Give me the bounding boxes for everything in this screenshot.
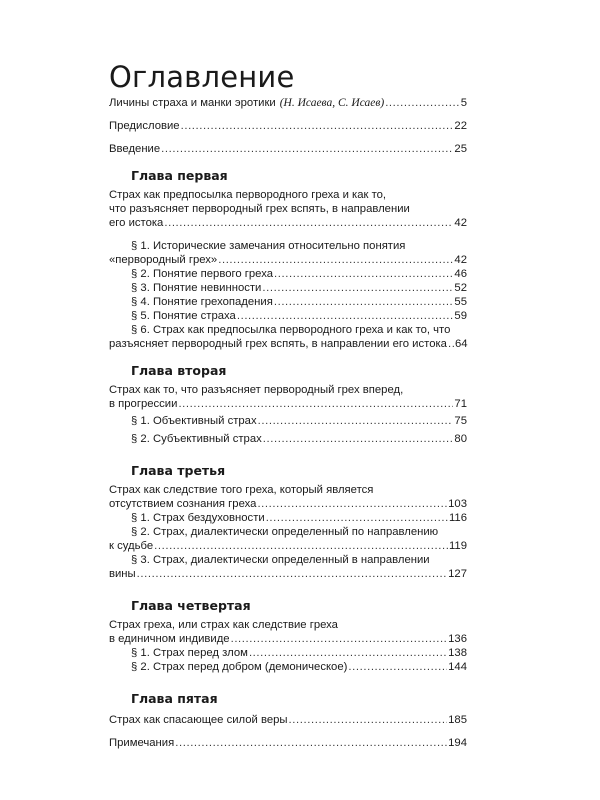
leader-dots	[175, 736, 447, 750]
page-number: 5	[460, 97, 467, 109]
page-number: 64	[454, 338, 468, 350]
toc-entry-ch1-main	[109, 216, 467, 230]
chapter-heading-5: Глава пятая	[131, 691, 218, 706]
page-number: 119	[448, 540, 467, 552]
page-number: 116	[448, 512, 467, 524]
toc-entry-preface	[109, 119, 467, 133]
toc-entry-text: § 1. Страх бездуховности	[131, 512, 265, 524]
toc-entry-text: Страх как следствие того греха, который является	[109, 484, 374, 496]
leader-dots	[262, 281, 453, 295]
page-number: 25	[454, 143, 467, 155]
page-title: Оглавление	[109, 60, 295, 94]
toc-entry-text: Примечания	[109, 737, 175, 749]
leader-dots	[448, 337, 454, 351]
toc-entry-text: § 5. Понятие страха	[131, 310, 236, 322]
toc-entry-lichiny	[109, 96, 467, 110]
leader-dots	[274, 267, 453, 281]
toc-entry-ch4-s1	[109, 646, 467, 660]
toc-entry-notes	[109, 736, 467, 750]
toc-entry-ch4-s2	[109, 660, 467, 674]
chapter-heading-3: Глава третья	[131, 463, 226, 478]
page-number: 136	[448, 633, 467, 645]
toc-entry-text: Предисловие	[109, 120, 180, 132]
leader-dots	[385, 96, 460, 110]
toc-entry-authors: (Н. Исаева, С. Исаев)	[279, 97, 385, 109]
toc-entry-ch3-s2	[109, 539, 467, 553]
toc-entry-text: § 4. Понятие грехопадения	[131, 296, 273, 308]
leader-dots	[161, 142, 453, 156]
page-number: 75	[454, 415, 467, 427]
page-number: 42	[454, 217, 467, 229]
toc-entry-text: вины	[109, 568, 136, 580]
toc-entry-text: что разъясняет первородный грех вспять, в направлении	[109, 203, 410, 215]
toc-entry-ch1-s4	[109, 295, 467, 309]
leader-dots	[249, 646, 447, 660]
leader-dots	[181, 119, 454, 133]
toc-entry-ch1-s1	[109, 253, 467, 267]
leader-dots	[274, 295, 454, 309]
toc-entry-text: разъясняет первородный грех вспять, в направлении его истока	[109, 338, 447, 350]
leader-dots	[231, 632, 448, 646]
toc-entry-text: § 1. Страх перед злом	[131, 647, 248, 659]
page-number: 71	[454, 398, 467, 410]
toc-entry-ch3-s1	[109, 511, 467, 525]
page-number: 127	[448, 568, 467, 580]
leader-dots	[348, 660, 447, 674]
toc-entry-ch1-s2	[109, 267, 467, 281]
leader-dots	[218, 253, 453, 267]
page-number: 80	[454, 433, 467, 445]
toc-entry-text: § 3. Страх, диалектически определенный в направлении	[131, 554, 430, 566]
page-number: 52	[454, 282, 467, 294]
toc-entry-ch5-main	[109, 713, 467, 727]
toc-entry-text: § 2. Субъективный страх	[131, 433, 262, 445]
page-number: 46	[454, 268, 467, 280]
toc-entry-text: в единичном индивиде	[109, 633, 230, 645]
toc-entry-ch3-s3	[109, 567, 467, 581]
toc-entry-text: § 1. Объективный страх	[131, 415, 257, 427]
page-number: 185	[448, 714, 467, 726]
toc-entry-ch4-main	[109, 632, 467, 646]
toc-entry-ch1-s6	[109, 337, 467, 351]
toc-entry-text: Страх как то, что разъясняет первородный грех вперед,	[109, 384, 404, 396]
toc-entry-text: Страх греха, или страх как следствие греха	[109, 619, 338, 631]
page-number: 59	[454, 310, 467, 322]
chapter-heading-1: Глава первая	[131, 168, 228, 183]
toc-entry-text: «первородный грех»	[109, 254, 218, 266]
toc-entry-text: Страх как спасающее силой веры	[109, 714, 288, 726]
toc-entry-text: Личины страха и манки эротики	[109, 97, 276, 109]
toc-entry-text: Страх как предпосылка первородного греха и как то,	[109, 189, 387, 201]
toc-entry-text: в прогрессии	[109, 398, 178, 410]
toc-entry-ch1-s5	[109, 309, 467, 323]
page-number: 194	[448, 737, 467, 749]
leader-dots	[263, 432, 454, 446]
toc-entry-text: § 6. Страх как предпосылка первородного греха и как то, что	[131, 324, 451, 336]
leader-dots	[266, 511, 448, 525]
toc-entry-ch2-main	[109, 397, 467, 411]
page-number: 103	[448, 498, 467, 510]
leader-dots	[164, 216, 453, 230]
leader-dots	[258, 414, 454, 428]
toc-entry-intro	[109, 142, 467, 156]
toc-entry-ch2-s1	[109, 414, 467, 428]
page-number: 55	[454, 296, 467, 308]
leader-dots	[237, 309, 454, 323]
toc-entry-ch1-s3	[109, 281, 467, 295]
toc-entry-text: к судьбе	[109, 540, 154, 552]
toc-entry-text: его истока	[109, 217, 164, 229]
page-number: 138	[448, 647, 467, 659]
page-number: 144	[448, 661, 467, 673]
toc-entry-text: § 2. Страх, диалектически определенный по направлению	[131, 526, 439, 538]
toc-entry-ch2-s2	[109, 432, 467, 446]
toc-entry-text: отсутствием сознания греха	[109, 498, 257, 510]
chapter-heading-2: Глава вторая	[131, 363, 227, 378]
chapter-heading-4: Глава четвертая	[131, 598, 251, 613]
toc-entry-text: § 1. Исторические замечания относительно понятия	[131, 240, 406, 252]
page-number: 42	[454, 254, 467, 266]
toc-entry-text: § 2. Страх перед добром (демоническое)	[131, 661, 348, 673]
toc-entry-text: § 3. Понятие невинности	[131, 282, 262, 294]
toc-entry-text: § 2. Понятие первого греха	[131, 268, 274, 280]
leader-dots	[178, 397, 453, 411]
leader-dots	[154, 539, 448, 553]
leader-dots	[257, 497, 447, 511]
page-number: 22	[454, 120, 467, 132]
leader-dots	[289, 713, 448, 727]
leader-dots	[137, 567, 447, 581]
toc-entry-text: Введение	[109, 143, 161, 155]
toc-entry-ch3-main	[109, 497, 467, 511]
table-of-contents	[109, 96, 467, 750]
